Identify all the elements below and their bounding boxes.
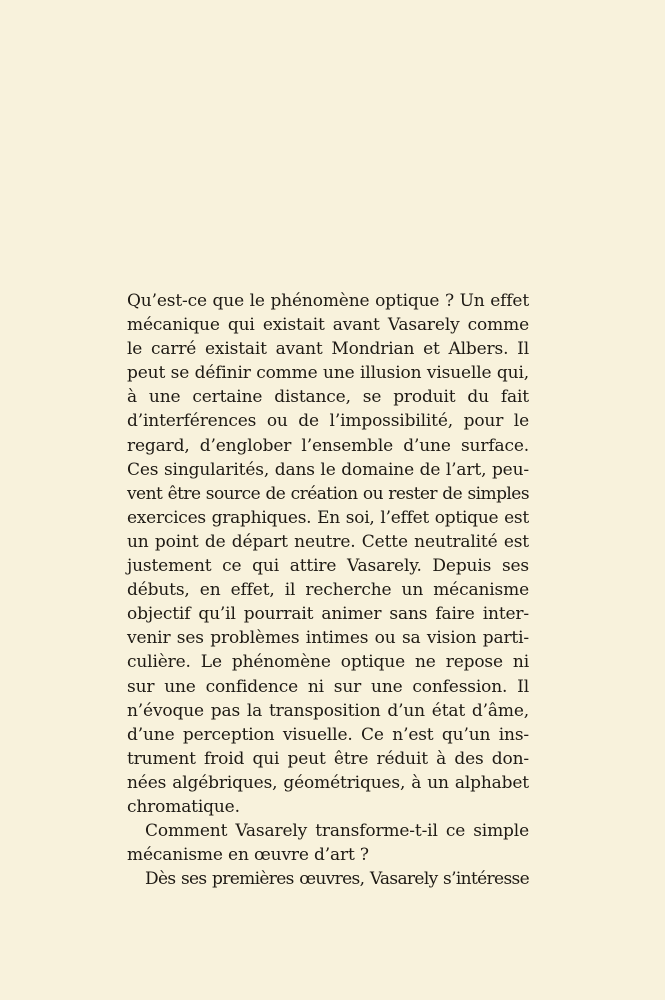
text-line: sur une confidence ni sur une confession. Il	[127, 676, 529, 697]
text-line: le carré existait avant Mondrian et Albers. Il	[127, 339, 529, 360]
text-line: Ces singularités, dans le domaine de l’art, peu-	[127, 459, 529, 480]
text-line: débuts, en effet, il recherche un mécanisme	[127, 580, 529, 601]
text-line: Dès ses premières œuvres, Vasarely s’intéresse	[145, 869, 529, 890]
text-line: mécanisme en œuvre d’art ?	[127, 845, 369, 866]
text-line: exercices graphiques. En soi, l’effet optique est	[127, 507, 529, 528]
text-line: objectif qu’il pourrait animer sans faire inter-	[127, 604, 529, 625]
text-line: à une certaine distance, se produit du fait	[127, 387, 529, 408]
text-line: regard, d’englober l’ensemble d’une surface.	[127, 435, 529, 456]
text-line: justement ce qui attire Vasarely. Depuis ses	[127, 556, 529, 577]
text-line: venir ses problèmes intimes ou sa vision parti-	[127, 628, 529, 649]
text-line: n’évoque pas la transposition d’un état d’âme,	[127, 700, 529, 721]
text-line: peut se définir comme une illusion visuelle qui,	[127, 363, 529, 384]
text-line: culière. Le phénomène optique ne repose ni	[127, 652, 529, 673]
body-text	[127, 289, 529, 891]
text-line: trument froid qui peut être réduit à des don-	[127, 748, 529, 769]
text-line: d’une perception visuelle. Ce n’est qu’un ins-	[127, 724, 529, 745]
text-line: vent être source de création ou rester de simples	[127, 483, 529, 504]
text-line: un point de départ neutre. Cette neutralité est	[127, 531, 529, 552]
text-line: d’interférences ou de l’impossibilité, pour le	[127, 411, 529, 432]
text-line: nées algébriques, géométriques, à un alphabet	[127, 772, 529, 793]
text-line: mécanique qui existait avant Vasarely comme	[127, 315, 529, 336]
text-line: chromatique.	[127, 796, 240, 817]
text-line: Comment Vasarely transforme-t-il ce simple	[145, 821, 529, 842]
text-line: Qu’est-ce que le phénomène optique ? Un effet	[127, 291, 529, 311]
